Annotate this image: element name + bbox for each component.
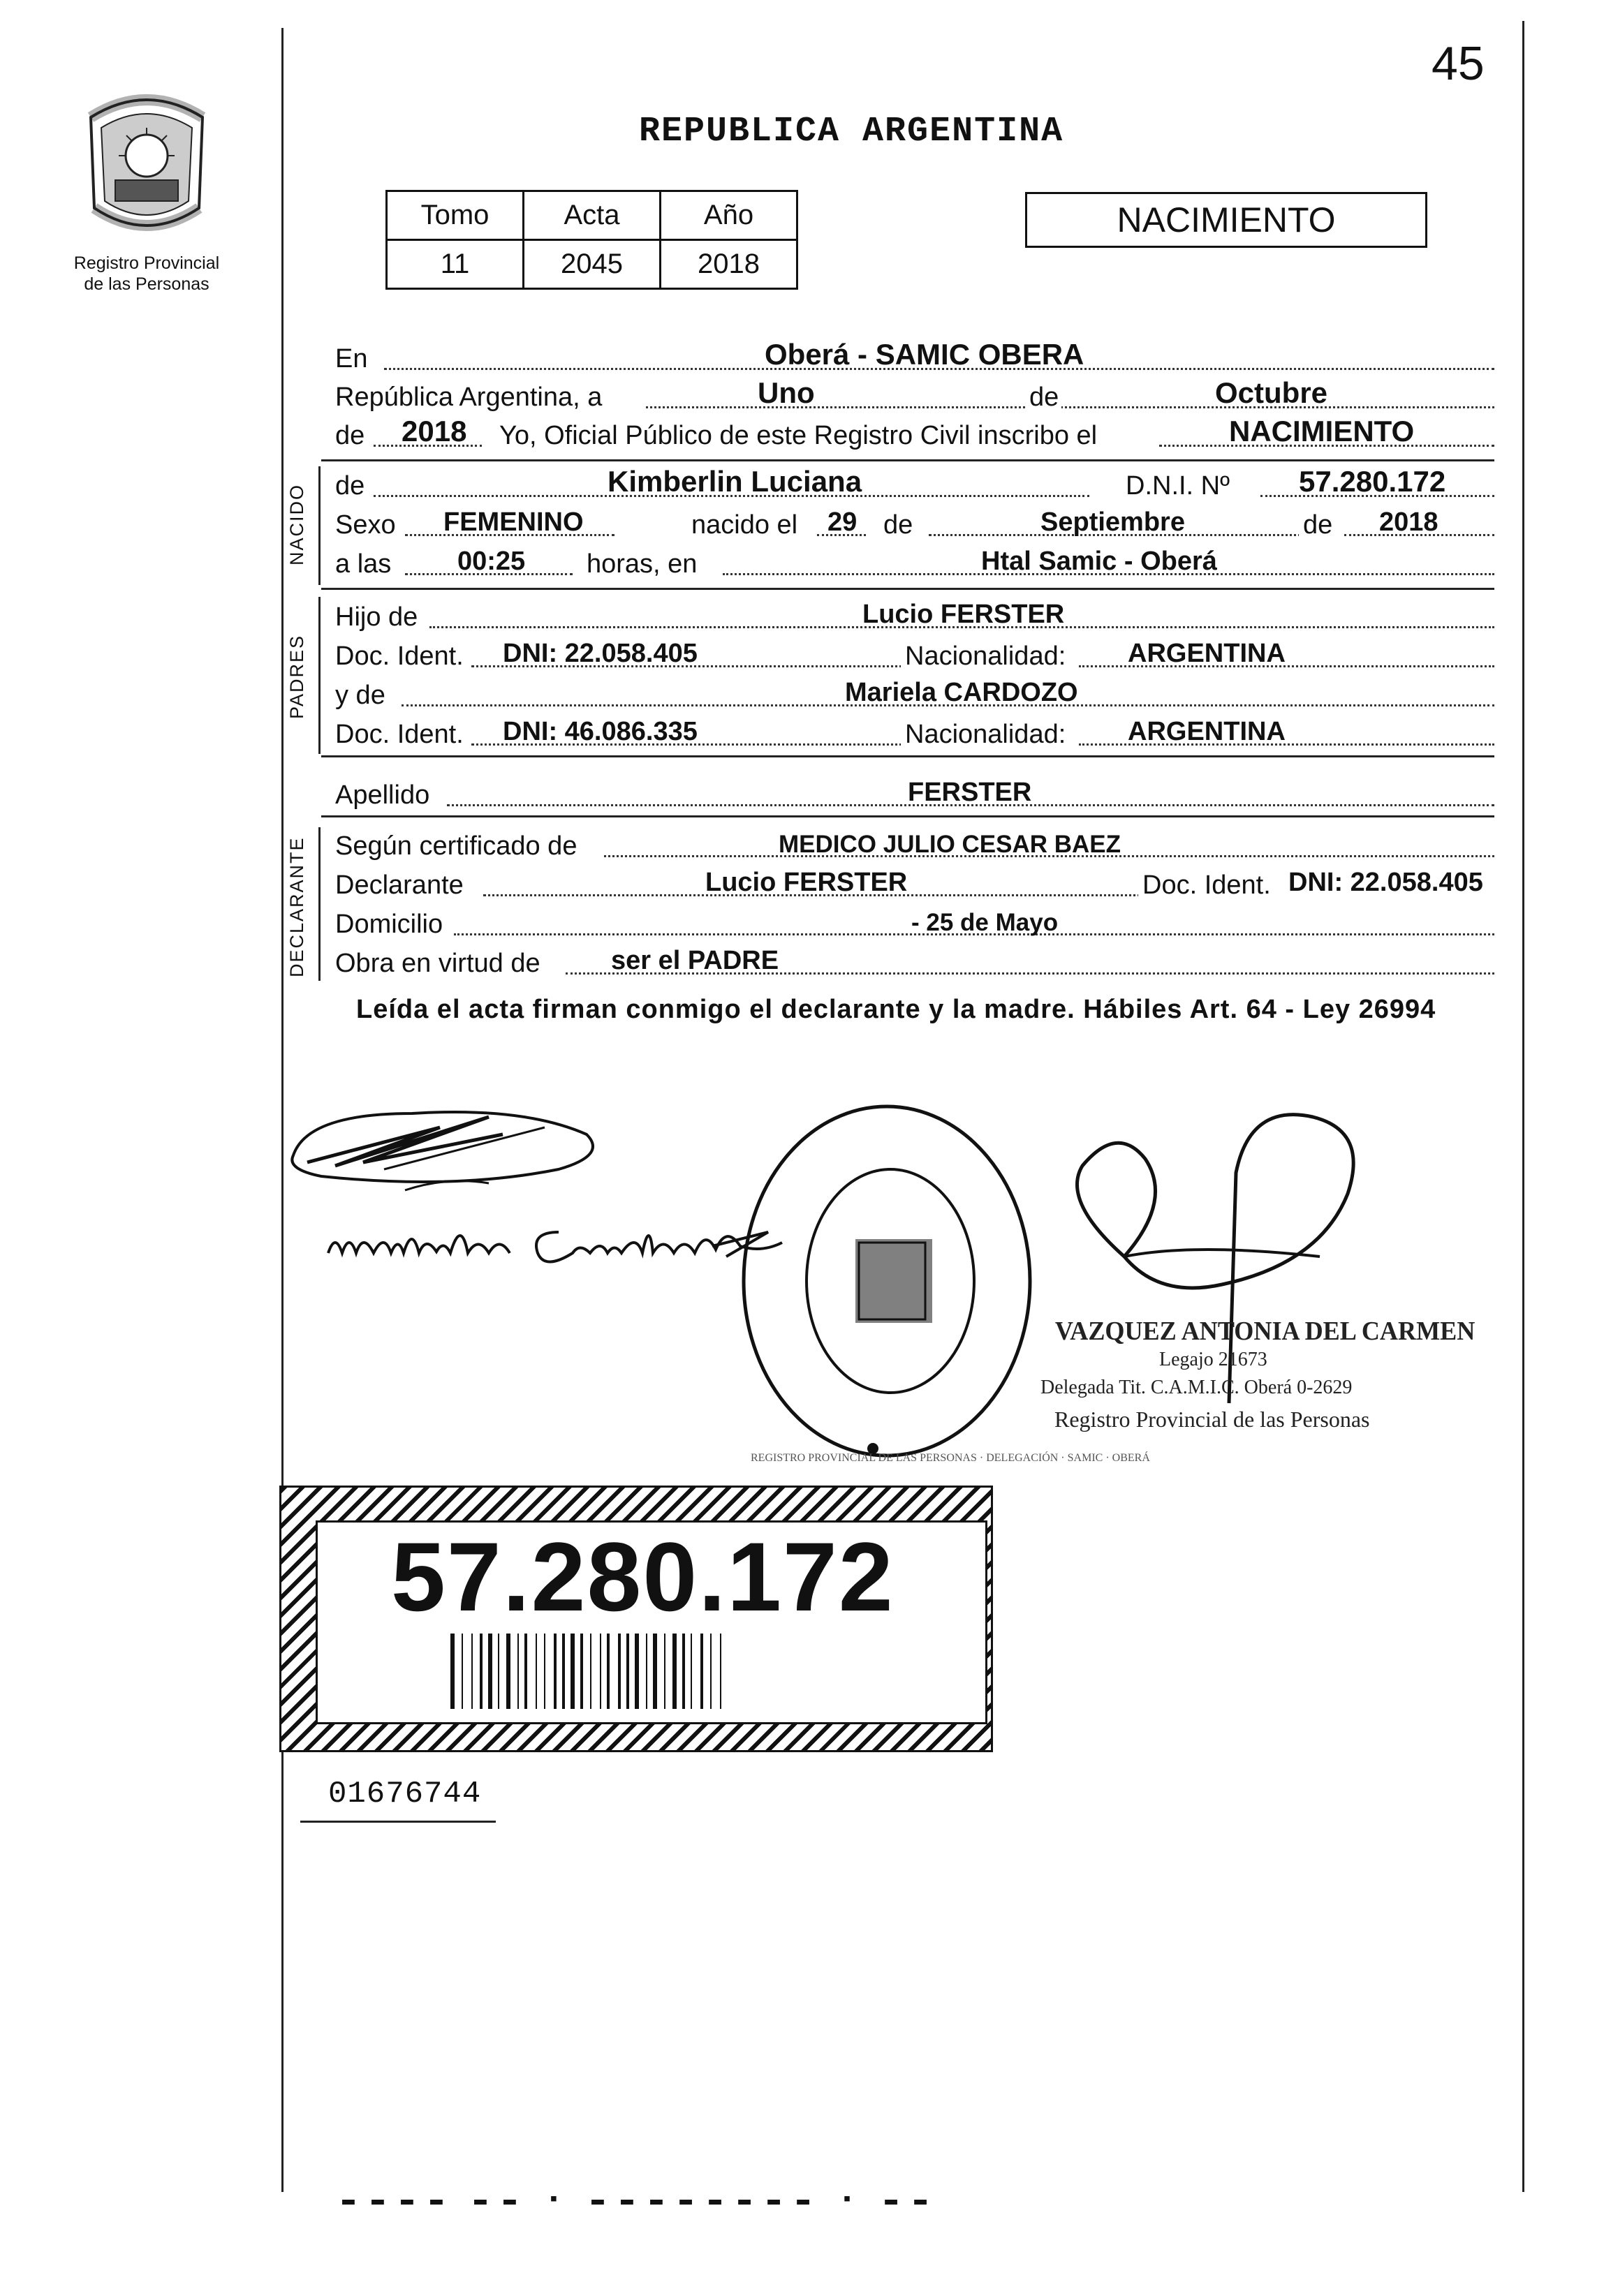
father-nat-label: Nacionalidad: xyxy=(901,642,1070,672)
intro-line-2 xyxy=(335,376,1494,415)
ref-value-acta: 2045 xyxy=(524,240,661,289)
nacido-line-3 xyxy=(335,547,1494,582)
intro-line-1 xyxy=(335,338,1494,377)
registry-caption xyxy=(42,253,251,295)
sexo-label: Sexo xyxy=(335,510,396,540)
y-de-label: y de xyxy=(335,681,385,710)
month-value: Octubre xyxy=(1215,376,1328,409)
ref-value-tomo: 11 xyxy=(387,240,524,289)
padres-line-1 xyxy=(335,600,1494,635)
barcode-bar xyxy=(646,1634,647,1709)
father-doc-label: Doc. Ident. xyxy=(335,642,464,671)
act-type-box: NACIMIENTO xyxy=(1025,192,1427,248)
birth-year: 2018 xyxy=(1379,508,1438,537)
official-legajo: Legajo 21673 xyxy=(1159,1349,1267,1370)
nacido-section-label: NACIDO xyxy=(286,483,307,565)
serial-underline xyxy=(300,1821,496,1823)
padres-section-label: PADRES xyxy=(286,634,307,719)
registry-caption-line2: de las Personas xyxy=(84,274,209,294)
ref-value-ano: 2018 xyxy=(661,240,797,289)
cert-label: Según certificado de xyxy=(335,831,577,861)
nacido-line-2 xyxy=(335,508,1494,543)
obra-label: Obra en virtud de xyxy=(335,949,540,978)
sexo-value: FEMENINO xyxy=(443,508,584,537)
separator-2 xyxy=(321,588,1494,590)
declarante-doc-label: Doc. Ident. xyxy=(1138,871,1275,901)
barcode-icon xyxy=(450,1634,841,1709)
barcode-bar xyxy=(618,1634,621,1709)
official-text: Yo, Oficial Público de este Registro Civil inscribo el xyxy=(499,421,1098,450)
barcode-bar xyxy=(600,1634,601,1709)
nacido-el-label: nacido el xyxy=(691,510,798,540)
footer-scan-marks: ▬ ▬ ▬ ▬ ▬ ▬ ▪ ▬ ▬ ▬ ▬ ▬ ▬ ▬ ▬ ▪ ▬ ▬ xyxy=(342,2188,929,2212)
de2-label: de xyxy=(335,421,365,450)
apellido-line xyxy=(335,778,1494,813)
declarant-signature-icon xyxy=(279,1086,614,1190)
barcode-bar xyxy=(517,1634,519,1709)
mother-doc-label: Doc. Ident. xyxy=(335,720,464,749)
padres-line-4 xyxy=(335,718,1494,753)
barcode-bar xyxy=(554,1634,557,1709)
barcode-bar xyxy=(672,1634,677,1709)
mother-name: Mariela CARDOZO xyxy=(845,678,1078,707)
country-title: REPUBLICA ARGENTINA xyxy=(639,112,1064,151)
place-value: Oberá - SAMIC OBERA xyxy=(765,338,1084,371)
barcode-bar xyxy=(450,1634,455,1709)
cert-value: MEDICO JULIO CESAR BAEZ xyxy=(779,831,1121,858)
hijo-de-label: Hijo de xyxy=(335,602,418,632)
republica-label: República Argentina, a xyxy=(335,383,603,412)
barcode-bar xyxy=(562,1634,565,1709)
father-nationality: ARGENTINA xyxy=(1128,639,1286,668)
registered-value: NACIMIENTO xyxy=(1229,415,1415,447)
ref-header-acta: Acta xyxy=(524,191,661,240)
day-value: Uno xyxy=(758,376,815,409)
year-value: 2018 xyxy=(402,415,467,447)
barcode-bar xyxy=(682,1634,685,1709)
barcode-bar xyxy=(471,1634,473,1709)
barcode-bar xyxy=(710,1634,712,1709)
province-seal-icon xyxy=(77,89,216,243)
stamp-round-text: REGISTRO PROVINCIAL DE LAS PERSONAS · DELEGACIÓN · SAMIC · OBERÁ xyxy=(751,1452,1150,1464)
mother-nat-label: Nacionalidad: xyxy=(901,720,1070,750)
nacido-de-label-3: de xyxy=(1299,510,1337,540)
domicilio-value: - 25 de Mayo xyxy=(911,909,1059,936)
separator-3 xyxy=(321,755,1494,757)
barcode-bar xyxy=(488,1634,492,1709)
barcode-bar xyxy=(571,1634,575,1709)
reference-table xyxy=(385,190,798,290)
horas-label: horas, en xyxy=(587,549,698,579)
serial-number: 01676744 xyxy=(328,1777,482,1812)
barcode-bar xyxy=(506,1634,510,1709)
separator-1 xyxy=(321,459,1494,461)
declarante-bar xyxy=(318,827,321,981)
barcode-bar xyxy=(536,1634,537,1709)
declarante-section-label: DECLARANTE xyxy=(286,836,307,977)
obra-value: ser el PADRE xyxy=(611,946,779,975)
padres-line-3 xyxy=(335,679,1494,713)
page-number: 45 xyxy=(1432,37,1485,90)
apellido-value: FERSTER xyxy=(908,778,1032,807)
ref-header-ano: Año xyxy=(661,191,797,240)
barcode-bar xyxy=(607,1634,610,1709)
official-registry: Registro Provincial de las Personas xyxy=(1054,1407,1370,1432)
official-position: Delegada Tit. C.A.M.I.C. Oberá 0-2629 xyxy=(1040,1377,1353,1398)
declarante-line-3 xyxy=(335,908,1494,942)
child-name: Kimberlin Luciana xyxy=(608,465,862,498)
barcode-bar xyxy=(700,1634,703,1709)
en-label: En xyxy=(335,344,368,373)
barcode-bar xyxy=(720,1634,721,1709)
dni-label: D.N.I. Nº xyxy=(1126,471,1230,501)
ref-header-tomo: Tomo xyxy=(387,191,524,240)
intro-line-3 xyxy=(335,415,1494,454)
official-name: VAZQUEZ ANTONIA DEL CARMEN xyxy=(1054,1317,1475,1346)
declarante-label: Declarante xyxy=(335,871,464,900)
birth-place: Htal Samic - Oberá xyxy=(981,547,1217,576)
mother-nationality: ARGENTINA xyxy=(1128,717,1286,746)
barcode-bar xyxy=(498,1634,499,1709)
separator-4 xyxy=(321,815,1494,817)
barcode-bar xyxy=(524,1634,527,1709)
barcode-bar xyxy=(480,1634,483,1709)
declarante-line-1 xyxy=(335,829,1494,864)
nacido-bar xyxy=(318,466,321,585)
barcode-bar xyxy=(590,1634,591,1709)
father-doc: DNI: 22.058.405 xyxy=(503,639,698,668)
nacido-de-label: de xyxy=(335,471,365,501)
barcode-bar xyxy=(635,1634,639,1709)
mother-signature-icon xyxy=(321,1204,796,1281)
nacido-line-1 xyxy=(335,465,1494,504)
nacido-de-label-2: de xyxy=(883,510,913,540)
closing-text: Leída el acta firman conmigo el declarante y la madre. Hábiles Art. 64 - Ley 26994 xyxy=(356,995,1436,1024)
declarante-value: Lucio FERSTER xyxy=(705,868,908,897)
de-label: de xyxy=(1026,383,1061,413)
birth-time: 00:25 xyxy=(457,547,526,576)
barcode-bar xyxy=(580,1634,583,1709)
father-name: Lucio FERSTER xyxy=(862,600,1065,629)
right-margin-rule xyxy=(1522,21,1524,2192)
barcode-bar xyxy=(691,1634,692,1709)
barcode-bar xyxy=(626,1634,629,1709)
mother-doc: DNI: 46.086.335 xyxy=(503,717,698,746)
declarante-line-4 xyxy=(335,947,1494,982)
padres-bar xyxy=(318,597,321,754)
registry-caption-line1: Registro Provincial xyxy=(73,253,220,273)
barcode-bar xyxy=(462,1634,463,1709)
birth-month: Septiembre xyxy=(1040,508,1185,537)
barcode-bar xyxy=(664,1634,665,1709)
domicilio-label: Domicilio xyxy=(335,910,443,939)
child-dni: 57.280.172 xyxy=(1299,465,1446,498)
barcode-bar xyxy=(544,1634,545,1709)
barcode-bar xyxy=(653,1634,657,1709)
registry-stamp-icon xyxy=(737,1099,1150,1469)
padres-line-2 xyxy=(335,639,1494,674)
declarante-line-2 xyxy=(335,868,1494,903)
birth-day: 29 xyxy=(827,508,858,537)
a-las-label: a las xyxy=(335,549,392,579)
label-dni-number: 57.280.172 xyxy=(391,1522,895,1631)
declarante-doc: DNI: 22.058.405 xyxy=(1288,868,1483,897)
apellido-label: Apellido xyxy=(335,780,430,810)
